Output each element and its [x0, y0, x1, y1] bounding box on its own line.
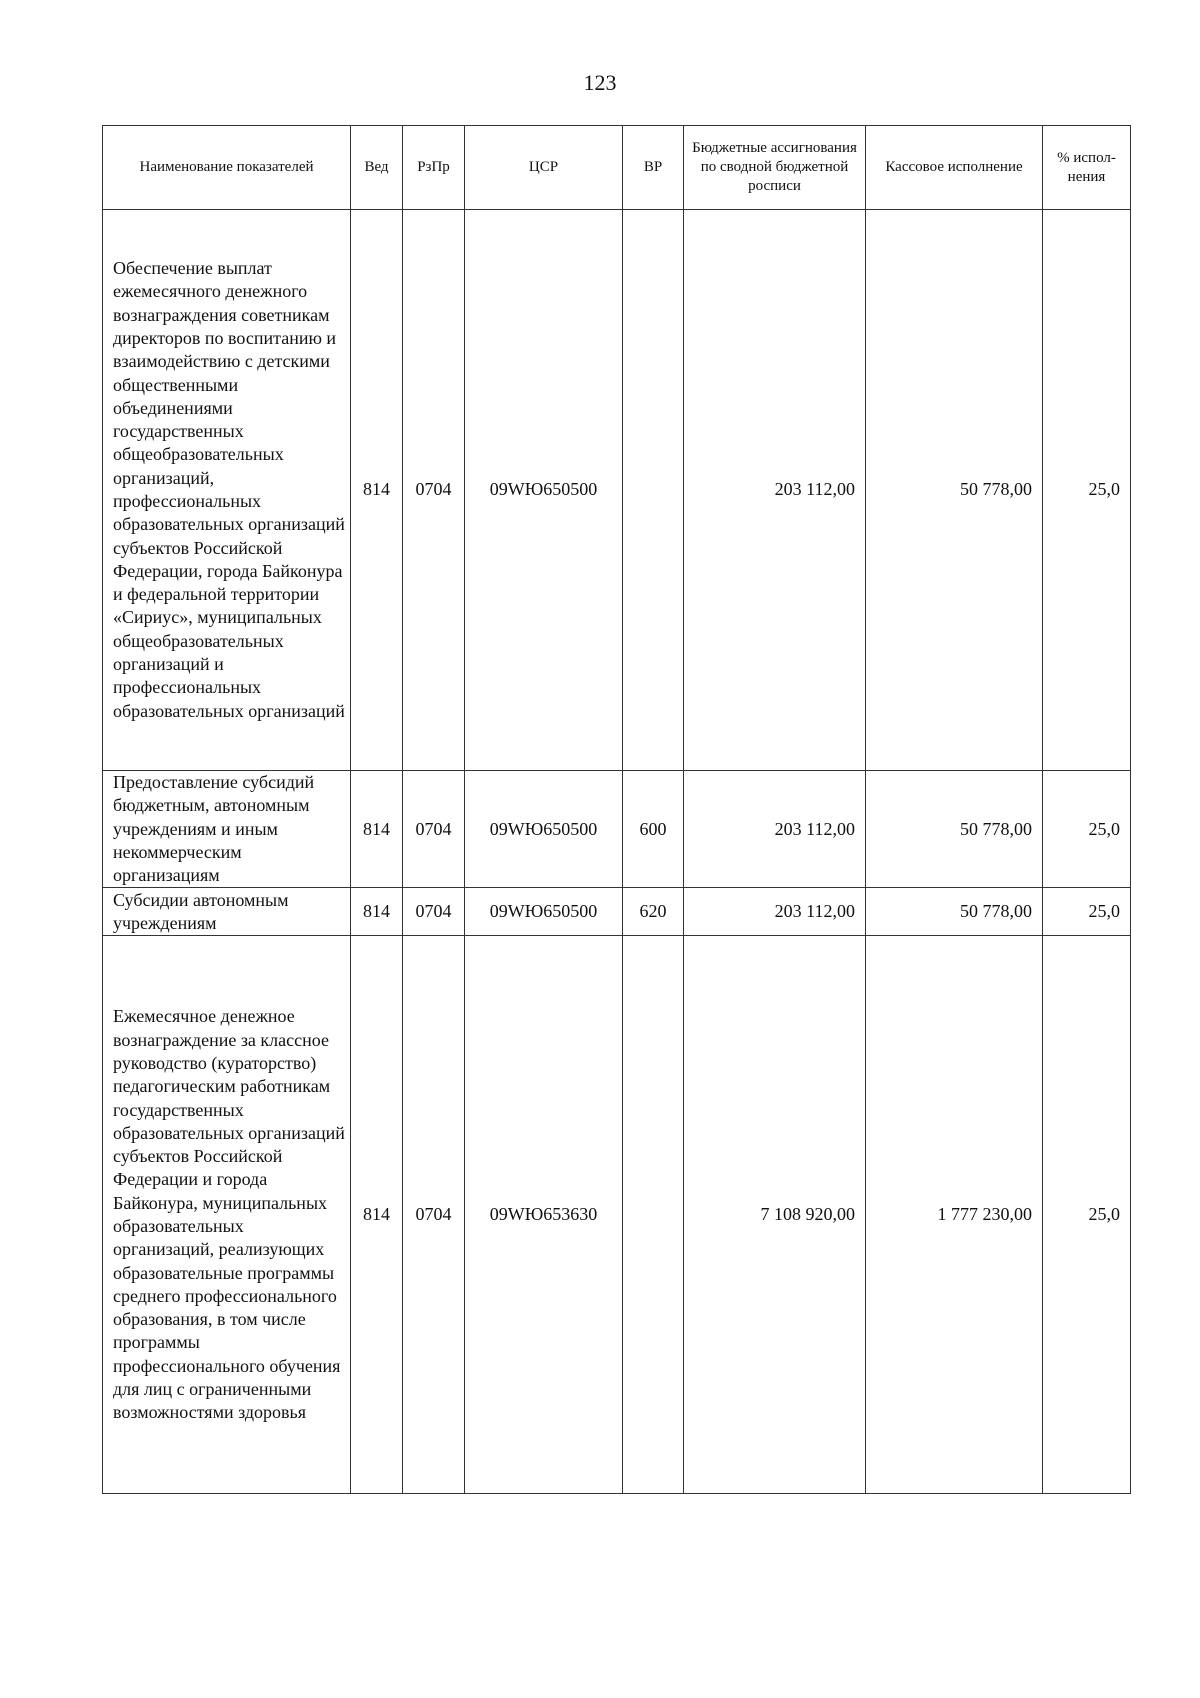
row-name: Обеспечение выплат ежемесячного денежного вознаграждения советникам директоров по воспитанию и взаимодействию с детскими общественными объединениями государственных общеобразовательных организаций, профессиональных образовательных организаций субъектов Российской Федерации, города Байконура и федеральной территории «Сириус», муниципальных общеобразовательных организаций и профессиональных образовательных организаций [103, 210, 351, 771]
row-cash: 1 777 230,00 [866, 936, 1043, 1494]
table-row [103, 888, 1131, 936]
table-row [103, 936, 1131, 1494]
row-name: Предоставление субсидий бюджетным, автономным учреждениям и иным некоммерческим организациям [103, 771, 351, 888]
row-csr: 09WЮ650500 [465, 210, 623, 771]
row-ved: 814 [351, 936, 403, 1494]
row-name: Субсидии автономным учреждениям [103, 888, 351, 936]
row-pct: 25,0 [1043, 936, 1131, 1494]
table-row [103, 210, 1131, 771]
row-rzpr: 0704 [403, 771, 465, 888]
row-ved: 814 [351, 888, 403, 936]
header-budget: Бюджетные ассигнования по сводной бюджетной росписи [684, 126, 866, 210]
header-vr: ВР [623, 126, 684, 210]
row-vr: 600 [623, 771, 684, 888]
table-row [103, 771, 1131, 888]
header-cash: Кассовое исполнение [866, 126, 1043, 210]
row-vr [623, 936, 684, 1494]
table-header-row [103, 126, 1131, 210]
row-csr: 09WЮ650500 [465, 771, 623, 888]
row-rzpr: 0704 [403, 210, 465, 771]
row-cash: 50 778,00 [866, 210, 1043, 771]
row-pct: 25,0 [1043, 888, 1131, 936]
page-number: 123 [583, 70, 617, 95]
header-ved: Вед [351, 126, 403, 210]
row-cash: 50 778,00 [866, 771, 1043, 888]
row-rzpr: 0704 [403, 936, 465, 1494]
row-ved: 814 [351, 210, 403, 771]
header-name: Наименование показателей [103, 126, 351, 210]
row-ved: 814 [351, 771, 403, 888]
row-pct: 25,0 [1043, 771, 1131, 888]
header-csr: ЦСР [465, 126, 623, 210]
row-budget: 203 112,00 [684, 210, 866, 771]
row-cash: 50 778,00 [866, 888, 1043, 936]
budget-execution-table [102, 125, 1131, 1494]
row-vr [623, 210, 684, 771]
header-rzpr: РзПр [403, 126, 465, 210]
row-budget: 203 112,00 [684, 771, 866, 888]
row-pct: 25,0 [1043, 210, 1131, 771]
row-budget: 7 108 920,00 [684, 936, 866, 1494]
row-budget: 203 112,00 [684, 888, 866, 936]
header-pct: % испол-нения [1043, 126, 1131, 210]
row-rzpr: 0704 [403, 888, 465, 936]
row-vr: 620 [623, 888, 684, 936]
row-csr: 09WЮ650500 [465, 888, 623, 936]
row-csr: 09WЮ653630 [465, 936, 623, 1494]
row-name: Ежемесячное денежное вознаграждение за классное руководство (кураторство) педагогическим работникам государственных образовательных организаций субъектов Российской Федерации и города Байконура, муниципальных образовательных организаций, реализующих образовательные программы среднего профессионального образования, в том числе программы профессионального обучения для лиц с ограниченными возможностями здоровья [103, 936, 351, 1494]
